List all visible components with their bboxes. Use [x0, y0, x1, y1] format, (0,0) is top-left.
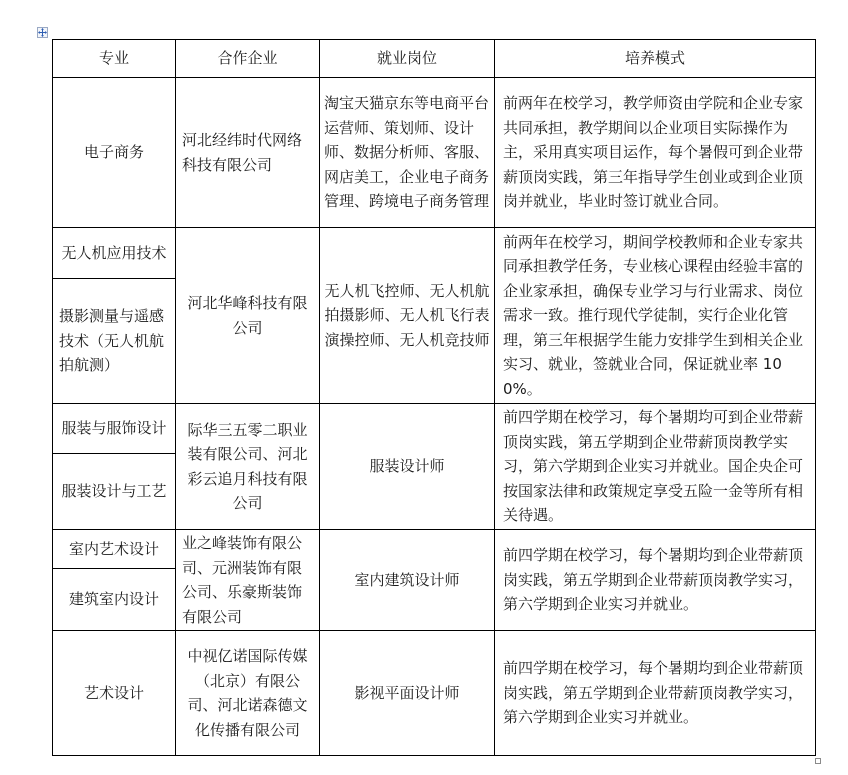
major-cell[interactable]: 室内艺术设计	[53, 530, 176, 569]
table-row	[53, 78, 816, 228]
table-row	[53, 530, 816, 569]
table-row	[53, 228, 816, 279]
header-positions: 就业岗位	[320, 40, 495, 78]
positions-cell[interactable]: 无人机飞控师、无人机航拍摄影师、无人机飞行表演操控师、无人机竞技师	[320, 228, 495, 404]
mode-cell[interactable]: 前两年在校学习，教学师资由学院和企业专家共同承担，教学期间以企业项目实际操作为主，采用真实项目运作，每个暑假可到企业带薪顶岗实践，第三年指导学生创业或到企业顶岗并就业，毕业时签订就业合同。	[495, 78, 816, 228]
major-cell[interactable]: 服装设计与工艺	[53, 454, 176, 530]
table-resize-handle-icon[interactable]	[815, 758, 821, 764]
header-partner: 合作企业	[176, 40, 320, 78]
positions-cell[interactable]: 室内建筑设计师	[320, 530, 495, 631]
major-cell[interactable]: 无人机应用技术	[53, 228, 176, 279]
header-major: 专业	[53, 40, 176, 78]
table-row	[53, 404, 816, 454]
mode-cell[interactable]: 前四学期在校学习，每个暑期均可到企业带薪顶岗实践，第五学期到企业带薪顶岗教学实习，第六学期到企业实习并就业。国企央企可按国家法律和政策规定享受五险一金等所有相关待遇。	[495, 404, 816, 530]
table-row	[53, 631, 816, 756]
major-cell[interactable]: 建筑室内设计	[53, 569, 176, 631]
partner-cell[interactable]: 际华三五零二职业装有限公司、河北彩云追月科技有限公司	[176, 404, 320, 530]
cooperation-table	[52, 39, 816, 756]
positions-cell[interactable]: 淘宝天猫京东等电商平台运营师、策划师、设计师、数据分析师、客服、网店美工，企业电子商务管理、跨境电子商务管理	[320, 78, 495, 228]
major-cell[interactable]: 艺术设计	[53, 631, 176, 756]
partner-cell[interactable]: 河北华峰科技有限公司	[176, 228, 320, 404]
positions-cell[interactable]: 影视平面设计师	[320, 631, 495, 756]
positions-cell[interactable]: 服装设计师	[320, 404, 495, 530]
mode-cell[interactable]: 前四学期在校学习，每个暑期均到企业带薪顶岗实践，第五学期到企业带薪顶岗教学实习，第六学期到企业实习并就业。	[495, 631, 816, 756]
partner-cell[interactable]: 中视亿诺国际传媒（北京）有限公司、河北诺森德文化传播有限公司	[176, 631, 320, 756]
header-mode: 培养模式	[495, 40, 816, 78]
partner-cell[interactable]: 河北经纬时代网络科技有限公司	[176, 78, 320, 228]
mode-cell[interactable]: 前四学期在校学习，每个暑期均到企业带薪顶岗实践，第五学期到企业带薪顶岗教学实习，第六学期到企业实习并就业。	[495, 530, 816, 631]
mode-cell[interactable]: 前两年在校学习，期间学校教师和企业专家共同承担教学任务，专业核心课程由经验丰富的企业家承担，确保专业学习与行业需求、岗位需求一致。推行现代学徒制，实行企业化管理，第三年根据学生能力安排学生到相关企业实习、就业，签就业合同，保证就业率 100%。	[495, 228, 816, 404]
partner-cell[interactable]: 业之峰装饰有限公司、元洲装饰有限公司、乐豪斯装饰有限公司	[176, 530, 320, 631]
major-cell[interactable]: 电子商务	[53, 78, 176, 228]
table-move-handle-icon[interactable]	[37, 27, 48, 38]
major-cell[interactable]: 服装与服饰设计	[53, 404, 176, 454]
table-header-row	[53, 40, 816, 78]
major-cell[interactable]: 摄影测量与遥感技术（无人机航拍航测）	[53, 279, 176, 404]
